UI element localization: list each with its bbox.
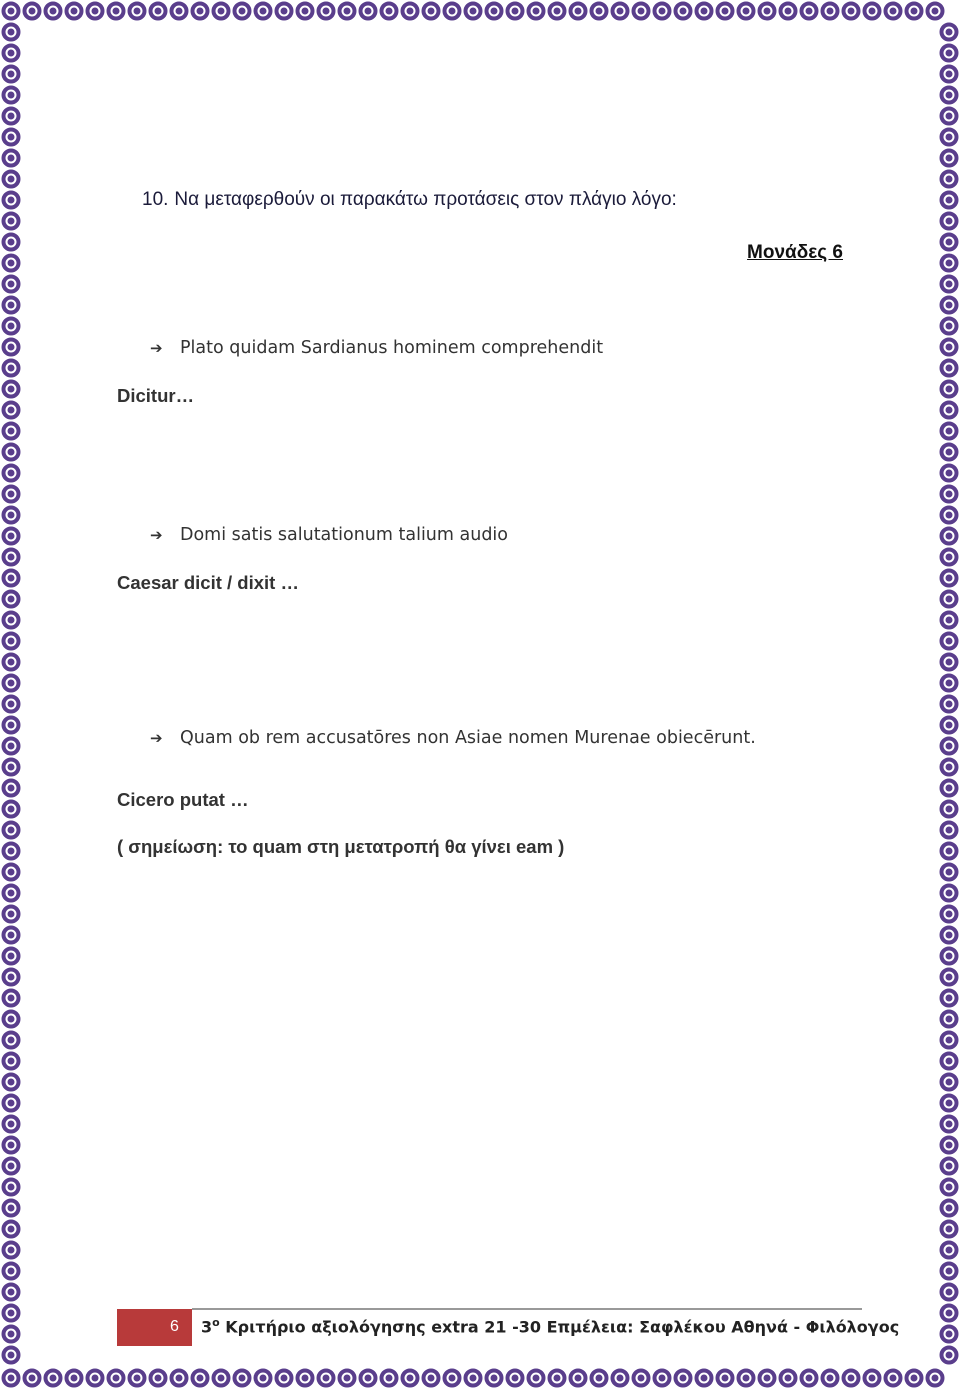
border-spiral-motif [2, 905, 20, 923]
border-spiral-motif [674, 2, 692, 20]
page-border-left [0, 0, 22, 1389]
border-spiral-motif [632, 2, 650, 20]
border-spiral-motif [2, 359, 20, 377]
border-spiral-motif [940, 1010, 958, 1028]
border-spiral-motif [23, 1369, 41, 1387]
border-spiral-motif [590, 1369, 608, 1387]
border-spiral-motif [737, 1369, 755, 1387]
border-spiral-motif [191, 1369, 209, 1387]
border-spiral-motif [940, 443, 958, 461]
border-spiral-motif [401, 2, 419, 20]
border-spiral-motif [940, 506, 958, 524]
border-spiral-motif [296, 1369, 314, 1387]
border-spiral-motif [695, 2, 713, 20]
border-spiral-motif [863, 2, 881, 20]
border-spiral-motif [149, 1369, 167, 1387]
border-spiral-motif [2, 611, 20, 629]
border-spiral-motif [737, 2, 755, 20]
footer-divider [192, 1308, 862, 1310]
border-spiral-motif [2, 779, 20, 797]
border-spiral-motif [940, 1031, 958, 1049]
border-spiral-motif [2, 254, 20, 272]
right-arrow-icon: ➔ [150, 526, 163, 544]
border-spiral-motif [940, 947, 958, 965]
border-spiral-motif [940, 380, 958, 398]
border-spiral-motif [905, 2, 923, 20]
border-spiral-motif [2, 1325, 20, 1343]
border-spiral-motif [2, 401, 20, 419]
border-spiral-motif [191, 2, 209, 20]
border-spiral-motif [940, 1241, 958, 1259]
border-spiral-motif [940, 464, 958, 482]
border-spiral-motif [2, 1094, 20, 1112]
border-spiral-motif [2, 1283, 20, 1301]
border-spiral-motif [2, 464, 20, 482]
border-spiral-motif [2, 527, 20, 545]
border-spiral-motif [863, 1369, 881, 1387]
border-spiral-motif [317, 2, 335, 20]
border-spiral-motif [338, 1369, 356, 1387]
page-border-bottom [0, 1367, 960, 1389]
border-spiral-motif [527, 1369, 545, 1387]
border-spiral-motif [940, 170, 958, 188]
border-spiral-motif [940, 968, 958, 986]
border-spiral-motif [2, 1199, 20, 1217]
border-spiral-motif [2, 1031, 20, 1049]
border-spiral-motif [940, 1304, 958, 1322]
border-spiral-motif [821, 1369, 839, 1387]
border-spiral-motif [940, 1346, 958, 1364]
border-spiral-motif [170, 2, 188, 20]
border-spiral-motif [569, 1369, 587, 1387]
border-spiral-motif [548, 2, 566, 20]
border-spiral-motif [940, 779, 958, 797]
border-spiral-motif [940, 23, 958, 41]
border-spiral-motif [2, 1262, 20, 1280]
border-spiral-motif [940, 737, 958, 755]
border-spiral-motif [940, 800, 958, 818]
border-spiral-motif [2, 653, 20, 671]
instruction-text: Να μεταφερθούν οι παρακάτω προτάσεις στον πλάγιο λόγο: [174, 189, 677, 210]
border-spiral-motif [128, 2, 146, 20]
border-spiral-motif [940, 1073, 958, 1091]
border-spiral-motif [2, 1241, 20, 1259]
border-spiral-motif [842, 1369, 860, 1387]
border-spiral-motif [380, 1369, 398, 1387]
border-spiral-motif [443, 1369, 461, 1387]
border-spiral-motif [940, 1178, 958, 1196]
border-spiral-motif [940, 905, 958, 923]
border-spiral-motif [107, 2, 125, 20]
border-spiral-motif [2, 485, 20, 503]
answer-stem: Dicitur… [117, 385, 195, 406]
border-spiral-motif [506, 2, 524, 20]
border-spiral-motif [548, 1369, 566, 1387]
border-spiral-motif [2, 800, 20, 818]
border-spiral-motif [884, 1369, 902, 1387]
border-spiral-motif [527, 2, 545, 20]
answer-stem: Cicero putat … [117, 789, 249, 810]
points-label: Μονάδες 6 [747, 242, 843, 263]
border-spiral-motif [2, 569, 20, 587]
border-spiral-motif [940, 1325, 958, 1343]
exercise-number: 10. [142, 189, 169, 210]
border-spiral-motif [940, 107, 958, 125]
border-spiral-motif [2, 1073, 20, 1091]
footer-title: Κριτήριο αξιολόγησης extra 21 -30 Επμέλεια: Σαφλέκου Αθηνά - Φιλόλογος [225, 1317, 900, 1337]
border-spiral-motif [940, 65, 958, 83]
border-spiral-motif [940, 884, 958, 902]
border-spiral-motif [674, 1369, 692, 1387]
border-spiral-motif [2, 1220, 20, 1238]
border-spiral-motif [940, 296, 958, 314]
border-spiral-motif [506, 1369, 524, 1387]
border-spiral-motif [940, 1136, 958, 1154]
border-spiral-motif [2, 884, 20, 902]
border-spiral-motif [758, 2, 776, 20]
border-spiral-motif [233, 2, 251, 20]
footer-ordinal-sup: ο [212, 1316, 220, 1329]
border-spiral-motif [254, 1369, 272, 1387]
border-spiral-motif [940, 1220, 958, 1238]
border-spiral-motif [2, 65, 20, 83]
sentence-item [150, 525, 508, 545]
border-spiral-motif [940, 674, 958, 692]
border-spiral-motif [611, 1369, 629, 1387]
border-spiral-motif [254, 2, 272, 20]
border-spiral-motif [2, 863, 20, 881]
border-spiral-motif [940, 1115, 958, 1133]
border-spiral-motif [464, 1369, 482, 1387]
footer-ordinal: 3 [201, 1317, 213, 1337]
border-spiral-motif [2, 716, 20, 734]
border-spiral-motif [464, 2, 482, 20]
border-spiral-motif [800, 2, 818, 20]
border-spiral-motif [233, 1369, 251, 1387]
border-spiral-motif [2, 1304, 20, 1322]
border-spiral-motif [128, 1369, 146, 1387]
border-spiral-motif [65, 1369, 83, 1387]
right-arrow-icon: ➔ [150, 729, 163, 747]
border-spiral-motif [296, 2, 314, 20]
border-spiral-motif [940, 821, 958, 839]
border-spiral-motif [2, 1052, 20, 1070]
border-spiral-motif [86, 1369, 104, 1387]
border-spiral-motif [590, 2, 608, 20]
border-spiral-motif [821, 2, 839, 20]
page-border-right [938, 0, 960, 1389]
border-spiral-motif [940, 317, 958, 335]
border-spiral-motif [422, 2, 440, 20]
border-spiral-motif [422, 1369, 440, 1387]
border-spiral-motif [212, 1369, 230, 1387]
border-spiral-motif [940, 44, 958, 62]
border-spiral-motif [2, 443, 20, 461]
border-spiral-motif [940, 1199, 958, 1217]
border-spiral-motif [940, 1157, 958, 1175]
border-spiral-motif [2, 674, 20, 692]
border-spiral-motif [107, 1369, 125, 1387]
border-spiral-motif [940, 128, 958, 146]
border-spiral-motif [653, 1369, 671, 1387]
border-spiral-motif [44, 2, 62, 20]
border-spiral-motif [23, 2, 41, 20]
border-spiral-motif [2, 590, 20, 608]
border-spiral-motif [2, 989, 20, 1007]
border-spiral-motif [149, 2, 167, 20]
page-number: 6 [170, 1318, 179, 1335]
border-spiral-motif [2, 338, 20, 356]
border-spiral-motif [2, 695, 20, 713]
border-spiral-motif [940, 590, 958, 608]
border-spiral-motif [2, 170, 20, 188]
border-spiral-motif [940, 1094, 958, 1112]
border-spiral-motif [569, 2, 587, 20]
border-spiral-motif [2, 947, 20, 965]
border-spiral-motif [940, 401, 958, 419]
border-spiral-motif [2, 149, 20, 167]
border-spiral-motif [632, 1369, 650, 1387]
border-spiral-motif [2, 632, 20, 650]
sentence-item [150, 338, 603, 358]
border-spiral-motif [779, 1369, 797, 1387]
border-spiral-motif [2, 1346, 20, 1364]
border-spiral-motif [275, 2, 293, 20]
border-spiral-motif [317, 1369, 335, 1387]
border-spiral-motif [2, 44, 20, 62]
border-spiral-motif [2, 1115, 20, 1133]
border-spiral-motif [401, 1369, 419, 1387]
border-spiral-motif [940, 569, 958, 587]
border-spiral-motif [380, 2, 398, 20]
border-spiral-motif [758, 1369, 776, 1387]
border-spiral-motif [842, 2, 860, 20]
border-spiral-motif [2, 1010, 20, 1028]
border-spiral-motif [940, 653, 958, 671]
border-spiral-motif [443, 2, 461, 20]
border-spiral-motif [2, 1136, 20, 1154]
border-spiral-motif [2, 1178, 20, 1196]
border-spiral-motif [940, 191, 958, 209]
sentence-text: Domi satis salutationum talium audio [180, 525, 509, 545]
border-spiral-motif [940, 149, 958, 167]
border-spiral-motif [940, 611, 958, 629]
right-arrow-icon: ➔ [150, 339, 163, 357]
border-spiral-motif [2, 422, 20, 440]
border-spiral-motif [2, 380, 20, 398]
border-spiral-motif [695, 1369, 713, 1387]
border-spiral-motif [940, 758, 958, 776]
border-spiral-motif [940, 212, 958, 230]
border-spiral-motif [716, 2, 734, 20]
border-spiral-motif [653, 2, 671, 20]
page-border-top [0, 0, 960, 22]
border-spiral-motif [940, 695, 958, 713]
border-spiral-motif [2, 128, 20, 146]
border-spiral-motif [940, 254, 958, 272]
border-spiral-motif [2, 506, 20, 524]
answer-stem: Caesar dicit / dixit … [117, 572, 299, 593]
border-spiral-motif [940, 1283, 958, 1301]
border-spiral-motif [2, 233, 20, 251]
border-spiral-motif [2, 275, 20, 293]
border-spiral-motif [275, 1369, 293, 1387]
border-spiral-motif [2, 317, 20, 335]
border-spiral-motif [2, 821, 20, 839]
border-spiral-motif [485, 1369, 503, 1387]
border-spiral-motif [940, 863, 958, 881]
border-spiral-motif [940, 275, 958, 293]
border-spiral-motif [2, 107, 20, 125]
border-spiral-motif [940, 86, 958, 104]
border-spiral-motif [940, 926, 958, 944]
border-spiral-motif [611, 2, 629, 20]
border-spiral-motif [2, 212, 20, 230]
border-spiral-motif [65, 2, 83, 20]
border-spiral-motif [905, 1369, 923, 1387]
border-spiral-motif [716, 1369, 734, 1387]
border-spiral-motif [338, 2, 356, 20]
border-spiral-motif [800, 1369, 818, 1387]
border-spiral-motif [940, 1052, 958, 1070]
border-spiral-motif [2, 296, 20, 314]
sentence-text: Quam ob rem accusatōres non Asiae nomen Murenae obiecērunt. [180, 728, 756, 748]
sentence-text: Plato quidam Sardianus hominem comprehendit [180, 338, 604, 358]
border-spiral-motif [2, 758, 20, 776]
border-spiral-motif [2, 23, 20, 41]
footer-page-box [117, 1309, 192, 1346]
border-spiral-motif [170, 1369, 188, 1387]
border-spiral-motif [940, 632, 958, 650]
border-spiral-motif [940, 233, 958, 251]
border-spiral-motif [940, 527, 958, 545]
border-spiral-motif [779, 2, 797, 20]
border-spiral-motif [359, 2, 377, 20]
border-spiral-motif [940, 359, 958, 377]
border-spiral-motif [940, 485, 958, 503]
border-spiral-motif [2, 548, 20, 566]
footer-caption [201, 1316, 899, 1336]
border-spiral-motif [2, 737, 20, 755]
border-spiral-motif [940, 842, 958, 860]
border-spiral-motif [940, 338, 958, 356]
border-spiral-motif [940, 1262, 958, 1280]
border-spiral-motif [940, 989, 958, 1007]
border-spiral-motif [359, 1369, 377, 1387]
border-spiral-motif [2, 968, 20, 986]
border-spiral-motif [2, 926, 20, 944]
border-spiral-motif [940, 422, 958, 440]
border-spiral-motif [940, 548, 958, 566]
exercise-instruction [142, 189, 677, 211]
note-text: ( σημείωση: το quam στη μετατροπή θα γίνει eam ) [117, 836, 565, 857]
border-spiral-motif [2, 191, 20, 209]
border-spiral-motif [940, 716, 958, 734]
border-spiral-motif [44, 1369, 62, 1387]
border-spiral-motif [485, 2, 503, 20]
border-spiral-motif [2, 1157, 20, 1175]
border-spiral-motif [86, 2, 104, 20]
sentence-item [150, 728, 756, 748]
border-spiral-motif [884, 2, 902, 20]
border-spiral-motif [2, 86, 20, 104]
border-spiral-motif [212, 2, 230, 20]
border-spiral-motif [2, 842, 20, 860]
